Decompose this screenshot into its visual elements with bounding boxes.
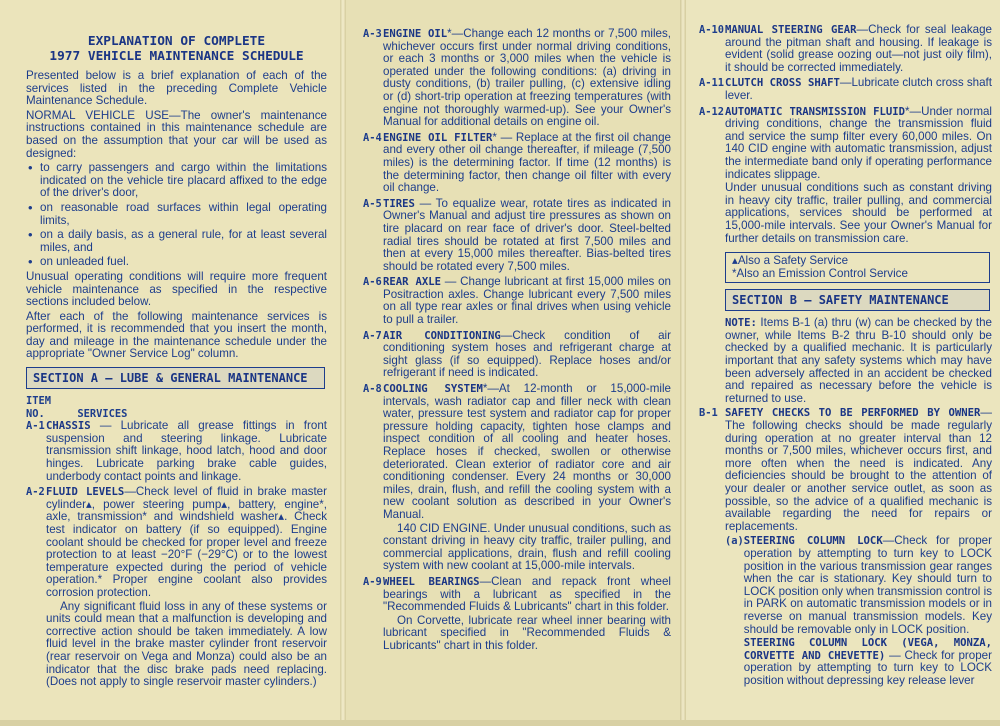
item-a3 — [363, 28, 671, 130]
item-text — [383, 276, 671, 326]
normal-use-paragraph: NORMAL VEHICLE USE—The owner's maintenance instructions contained in this maintenance schedule are based on the assumption that your car will be used as designed: — [26, 108, 327, 160]
item-a6 — [363, 276, 671, 327]
item-number: A-4 — [363, 131, 382, 144]
item-description: —Check condition of air conditioning system hoses and refrigerant charge at sight glass (if so equipped). Replace hoses and/or refrigerant if need is indicated. — [383, 328, 671, 380]
item-heading: FLUID LEVELS — [46, 486, 125, 499]
page-title — [26, 34, 327, 64]
item-text — [725, 106, 992, 182]
item-text — [46, 486, 327, 599]
right-panel — [683, 0, 1000, 726]
item-a1 — [26, 420, 327, 484]
item-description: —Check level of fluid in brake master cylinder▴, power steering pump▴, battery, engine*, axle, transmission* and windshield washer▴. Check test indicator on battery (if so equipped). Engine coolant should be checked for proper level and freeze protection to at least −20°F (−29°C) or to the lowest temperature expected during the period of vehicle operation.* Proper engine coolant also provides corrosion protection. — [46, 485, 327, 599]
section-b-heading: SECTION B — SAFETY MAINTENANCE — [725, 289, 990, 311]
unusual-paragraph: Unusual operating conditions will require more frequent vehicle maintenance as specified in the respective sections included below. — [26, 269, 327, 309]
page-edge — [0, 720, 1000, 726]
sub-item-a — [725, 535, 992, 688]
item-text — [383, 330, 671, 380]
fold-crease-1 — [340, 0, 346, 726]
item-number: A-2 — [26, 486, 45, 499]
item-description: — To equalize wear, rotate tires as indicated in Owner's Manual and adjust tire pressures as shown on tire placard on rear face of driver's door. Steel-belted radial tires should be rotated at first 7,500 miles and then at every 15,000 miles thereafter. Bias-belted tires should be rotated every 7,500 miles. — [383, 196, 671, 273]
item-description: — Lubricate all grease fittings in front suspension and steering linkage. Lubricate transmission shift linkage, hood latch, hood and door hinges. Lubricate parking brake cable guides, underbody contact points and linkage. — [46, 419, 327, 483]
item-description: *—At 12-month or 15,000-mile intervals, wash radiator cap and filler neck with clean water, pressure test system and radiator cap for proper pressure holding capacity, tighten hose clamps and inspect condition of all cooling and heater hoses. Replace hoses if checked, swollen or otherwise deteriorated. Clean exterior of radiator core and air conditioning condenser. Every 24 months or 30,000 miles, drain, flush, and refill the cooling system with a new coolant solution as described in your Owner's Manual. — [383, 382, 671, 521]
sub-item-description: —Check for proper operation by attempting to turn key to LOCK position in the various transmission gear ranges when the car is stationary. Key should turn to LOCK position only when transmission control is in PARK on automatic transmission models or in reverse on manual transmission models. Key should be removable only in LOCK position. — [743, 534, 992, 636]
item-number: A-7 — [363, 329, 382, 342]
item-text — [383, 28, 671, 129]
column-header-no: NO. — [26, 407, 45, 420]
item-heading: WHEEL BEARINGS — [383, 575, 480, 588]
middle-panel — [343, 0, 683, 726]
sub-item-text-2 — [744, 637, 992, 687]
item-heading: AIR CONDITIONING — [383, 329, 501, 342]
sub-item-heading-2: STEERING COLUMN LOCK (VEGA, MONZA, CORVETTE AND CHEVETTE) — [743, 637, 992, 662]
column-header-item: ITEM — [26, 395, 52, 408]
item-a2 — [26, 486, 327, 690]
item-number: A-11 — [699, 77, 725, 90]
note-label: NOTE: — [725, 317, 757, 330]
item-description: *—Under normal driving conditions, change the transmission fluid and service the sump filter every 60,000 miles. On 140 CID engine with automatic transmission, adjust the intermediate band only if operating performance indicates slippage. — [725, 104, 992, 181]
left-panel — [0, 0, 343, 726]
section-b-note — [725, 317, 992, 405]
item-text — [383, 383, 671, 522]
note-text: Items B-1 (a) thru (w) can be checked by the owner, while Items B-2 thru B-10 should only be checked by a qualified mechanic. It is particularly important that any safety systems which may have been adversely affected in an accident be checked and repaired as necessary before the vehicle is returned to use. — [725, 316, 992, 405]
legend-safety: ▴Also a Safety Service — [732, 254, 849, 268]
item-text — [46, 420, 327, 483]
item-description-2: 140 CID ENGINE. Under unusual conditions, such as constant driving in heavy city traffic, trailer pulling, and commercial applications, drain, flush and refill cooling system with new coolant at 15,000-mile intervals. — [383, 521, 671, 573]
item-heading: ENGINE OIL — [383, 28, 448, 40]
list-item: • on a daily basis, as a general rule, for at least several miles, and — [40, 229, 327, 254]
item-description: — Change lubricant at first 15,000 miles on Positraction axles. Change lubricant every 7,500 miles on all type rear axles or final drives when using vehicle to pull a trailer. — [383, 275, 671, 327]
item-b1 — [699, 407, 992, 690]
item-number: A-5 — [363, 197, 382, 210]
sub-item-text — [744, 535, 992, 636]
item-a8 — [363, 383, 671, 574]
item-description-2: On Corvette, lubricate rear wheel inner bearing with lubricant specified in "Recommended Fluids & Lubricants" chart in this folder. — [383, 613, 671, 652]
item-description: *—Change each 12 months or 7,500 miles, whichever occurs first under normal driving conditions, or each 3 months or 3,000 miles when the vehicle is operated under the following conditions: (a) driving in dusty conditions, (b) trailer pulling, (c) extensive idling or (d) short-trip operation at freezing temperatures (with engine not thoroughly warmed-up). See your Owner's Manual for additional details on engine oil. — [383, 27, 671, 129]
item-description: —Check for seal leakage around the pitman shaft and housing. If leakage is evident (solid grease oozing out—not just oily film), it should be corrected immediately. — [725, 23, 993, 74]
item-a9 — [363, 576, 671, 654]
title-line-2: 1977 VEHICLE MAINTENANCE SCHEDULE — [49, 49, 304, 64]
item-number: A-12 — [699, 105, 725, 118]
list-item: • to carry passengers and cargo within the limitations indicated on the vehicle tire placard affixed to the edge of the driver's door, — [40, 162, 327, 200]
item-number: A-3 — [363, 28, 382, 40]
item-heading: CLUTCH CROSS SHAFT — [725, 77, 840, 90]
item-description: —Clean and repack front wheel bearings with a lubricant as specified in the "Recommended Fluids & Lubricants" chart in this folder. — [383, 574, 672, 614]
item-heading: SAFETY CHECKS TO BE PERFORMED BY OWNER — [725, 407, 981, 420]
item-a4 — [363, 132, 671, 196]
item-heading: COOLING SYSTEM — [383, 383, 483, 396]
item-number: A-9 — [363, 575, 382, 588]
item-text — [383, 576, 671, 614]
item-text — [383, 132, 671, 195]
item-text — [725, 407, 992, 533]
section-a-heading: SECTION A — LUBE & GENERAL MAINTENANCE — [26, 367, 325, 389]
column-header-services: SERVICES — [77, 407, 128, 420]
item-a10 — [699, 24, 992, 75]
item-description: * — Replace at the first oil change and every other oil change thereafter, if mileage (7,500 miles) is the determining factor. If time (12 months) is the determining factor, then change oil filter with every oil change. — [383, 130, 671, 195]
item-text — [725, 24, 992, 74]
list-item: • on reasonable road surfaces within legal operating limits, — [40, 202, 327, 227]
item-description: —Lubricate clutch cross shaft lever. — [725, 76, 992, 102]
item-heading: REAR AXLE — [383, 276, 441, 289]
item-a11 — [699, 77, 992, 103]
item-description: —The following checks should be made regularly during operation at no greater interval than 12 months or 7,500 miles, whichever occurs first, and more often when the need is indicated. Any deficiencies should be brought to the attention of your dealer or another service outlet, as soon as possible, so the advice of a qualified mechanic is available regarding the need for repairs or replacements. — [725, 406, 992, 533]
item-text — [725, 77, 992, 102]
item-heading: MANUAL STEERING GEAR — [725, 24, 857, 36]
list-item: • on unleaded fuel. — [40, 256, 327, 269]
item-a5 — [363, 198, 671, 275]
item-description-2: Any significant fluid loss in any of these systems or units could mean that a malfunction is developing and corrective action should be taken immediately. A low fluid level in the brake master cylinder front reservoir (rear reservoir on Vega and Monza) could also be an indicator that the disc brake pads need replacing. (Does not apply to single reservoir master cylinders.) — [46, 599, 327, 689]
item-number: A-10 — [699, 24, 725, 36]
sub-item-label: (a) — [725, 535, 744, 548]
legend-box — [725, 252, 990, 283]
item-number: A-8 — [363, 383, 382, 396]
item-number: A-1 — [26, 420, 45, 433]
item-description-2: Under unusual conditions such as constant driving in heavy city traffic, trailer pulling, and commercial applications, services should be performed at 15,000-mile intervals. See your Owner's Manual for further details on transmission care. — [725, 181, 992, 245]
item-heading: ENGINE OIL FILTER — [383, 131, 493, 144]
sub-item-heading: STEERING COLUMN LOCK — [743, 535, 883, 548]
item-heading: AUTOMATIC TRANSMISSION FLUID — [725, 105, 905, 118]
item-heading: CHASSIS — [46, 420, 91, 433]
fold-crease-2 — [680, 0, 686, 726]
item-heading: TIRES — [383, 197, 415, 210]
intro-paragraph: Presented below is a brief explanation of each of the services listed in the preceding Complete Vehicle Maintenance Schedule. — [26, 69, 327, 108]
item-text — [383, 198, 671, 274]
normal-use-list — [26, 162, 327, 269]
legend-emission: *Also an Emission Control Service — [732, 266, 908, 280]
sub-item-description-2: — Check for proper operation by attempting to turn key to LOCK position without depressing key release lever — [743, 648, 992, 687]
item-number: B-1 — [699, 407, 718, 420]
item-a7 — [363, 330, 671, 381]
item-number: A-6 — [363, 276, 382, 289]
title-line-1: EXPLANATION OF COMPLETE — [87, 34, 266, 49]
item-a12 — [699, 106, 992, 247]
after-paragraph: After each of the following maintenance services is performed, it is recommended that you insert the month, day and mileage in the maintenance schedule under the appropriate "Owner Service Log" column. — [26, 309, 327, 361]
